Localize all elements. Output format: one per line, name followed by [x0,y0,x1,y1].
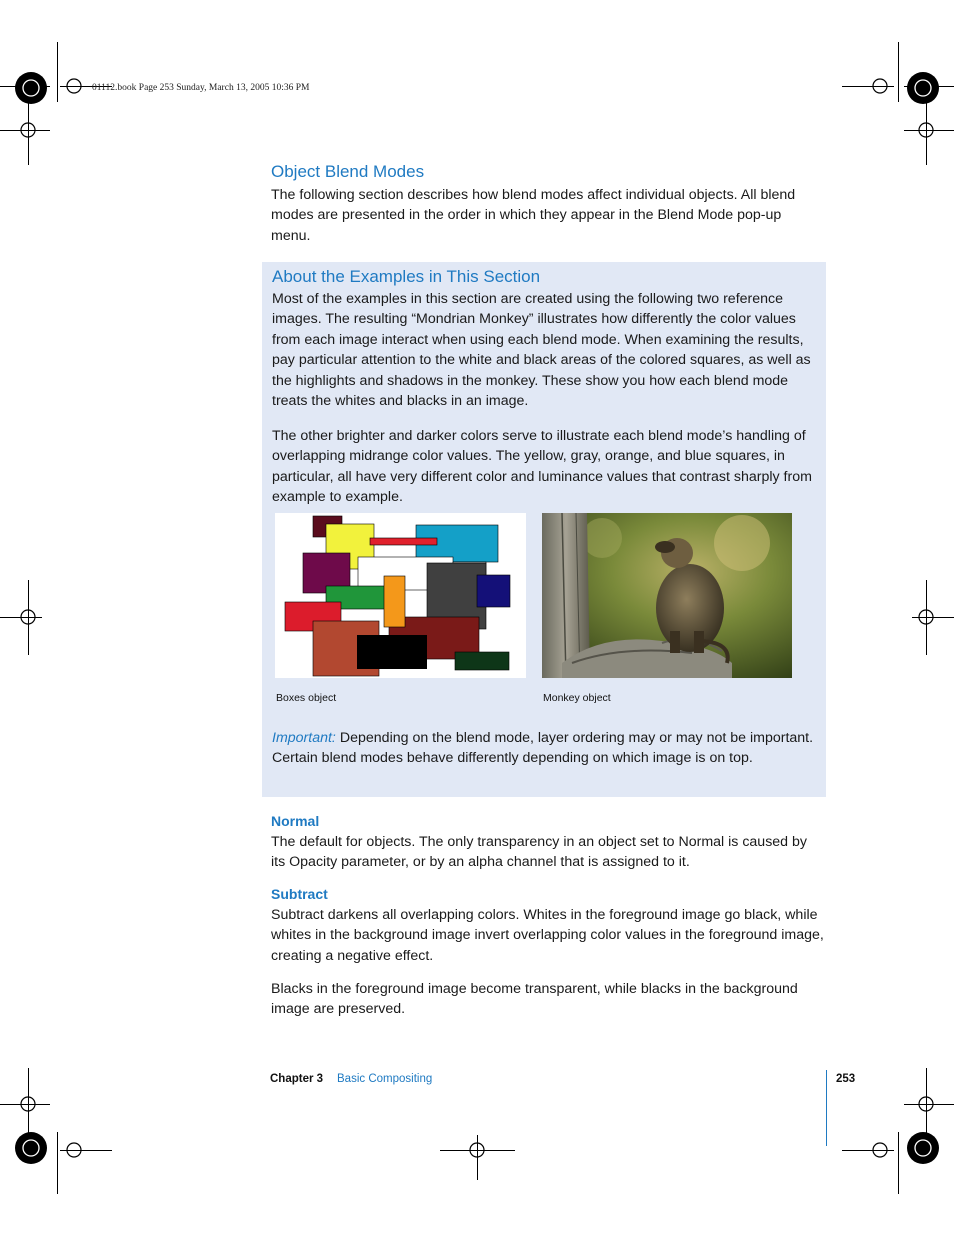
footer-section-title: Basic Compositing [337,1073,433,1085]
page-number: 253 [836,1073,856,1085]
mode-normal-text: The default for objects. The only transparency in an object set to Normal is caused by its Opacity parameter, or by an alpha channel that is assigned to it. [271,834,807,871]
footer-rule [826,1070,827,1146]
footer-chapter: Chapter 3 [270,1073,324,1085]
important-label: Important: [272,730,336,746]
monkey-caption: Monkey object [543,692,611,704]
boxes-object-image [275,513,526,678]
sidebar-paragraph-1: Most of the examples in this section are created using the following two reference images. The resulting “Mondrian Monkey” illustrates how differently the color values from each image interact when using each blend mode. When examining the results, pay particular attention to the white and black areas of the colored squares, as well as the highlights and shadows in the monkey. These show you how each blend mode treats the whites and blacks in an image. [272,291,811,410]
section-intro: The following section describes how blend modes affect individual objects. All blend modes are presented in the order in which they appear in the Blend Mode pop-up menu. [271,187,796,244]
boxes-caption: Boxes object [276,692,337,704]
mode-subtract-text-1: Subtract darkens all overlapping colors. Whites in the foreground image go black, while whites in the background image invert overlapping color values in the foreground image, creating a negative effect. [271,907,824,964]
sidebar-paragraph-2: The other brighter and darker colors serve to illustrate each blend mode’s handling of overlapping midrange color values. The yellow, gray, orange, and blue squares, in particular, all have very different color and luminance values that contrast sharply from example to example. [272,428,812,506]
monkey-object-image [542,513,792,678]
mode-heading-subtract: Subtract [271,886,328,902]
mode-heading-normal: Normal [271,813,320,829]
important-note [272,728,817,769]
section-title: Object Blend Modes [271,162,425,181]
important-text: Depending on the blend mode, layer ordering may or may not be important. Certain blend modes behave differently depending on which image is on top. [272,730,814,767]
print-file-info: 01112.book Page 253 Sunday, March 13, 2005 10:36 PM [92,83,310,93]
sidebar-title: About the Examples in This Section [272,267,541,286]
mode-subtract-text-2: Blacks in the foreground image become transparent, while blacks in the background image are preserved. [271,981,798,1018]
